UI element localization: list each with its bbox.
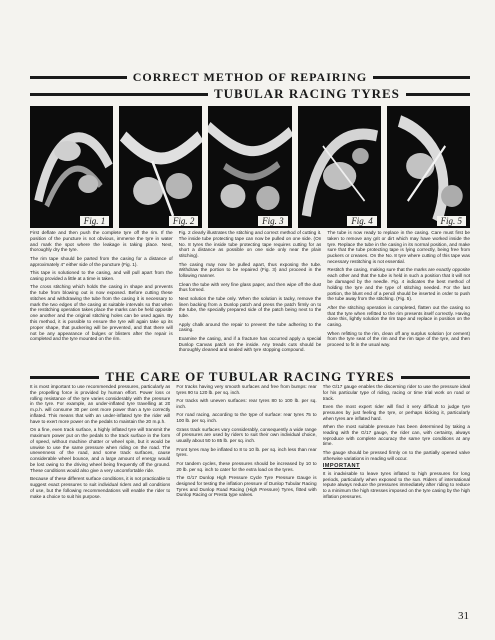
important-heading: IMPORTANT: [322, 462, 360, 469]
care-rule-right: [401, 376, 470, 379]
paragraph: When refitting to the rim, clean off any surplus solution (or cement) from the tyre seat of the rim and the rim tape of the tyre, and then proceed to fit in the usual way.: [327, 330, 471, 348]
paragraph: The gauge should be pressed firmly on to the partially opened valve otherwise variations in reading will occur.: [322, 449, 470, 461]
paragraph: On a fine, even track surface, a highly inflated tyre will transmit the maximum power put on the pedals to the track surface in the form of speed, without machine chatter or wheel spin, but it would be unwise to use the same pressure when riding on the road. The unevenness of the road, and some track surfaces, cause considerable wheel bounce, and a large amount of energy would be lost owing to the driving wheel being frequently off the ground. These conditions would also give a very uncomfortable ride.: [30, 427, 171, 473]
figure-2-illustration: [119, 106, 202, 228]
title-rule-left: [30, 76, 127, 79]
figure-3-illustration: [208, 106, 291, 228]
paragraph: Even the most expert rider will find it very difficult to judge tyre pressures by just feeling the tyre, or perhaps kicking it, particularly when tyres are inflated hard.: [322, 403, 470, 421]
care-rule-left: [30, 376, 99, 379]
sub-title: TUBULAR RACING TYRES: [214, 86, 400, 101]
care-column-1: [30, 384, 170, 608]
paragraph: Next solution the tube only. When the solution is tacky, remove the linen backing from a Dunlop patch and press the patch firmly on to the tube, the specially prepared side of the patch being next to the tube.: [178, 295, 322, 319]
care-text-columns: [30, 384, 470, 608]
important-paragraph: It is inadvisable to leave tyres inflated to high pressures for long periods, particularly when exposed to the sun. Riders of international repute always reduce the pressures immediately after riding to reduce to a minimum the high stresses imposed on the tyre casing by the high inflation pressures.: [322, 470, 470, 499]
main-title: CORRECT METHOD OF REPAIRING: [132, 70, 368, 84]
figure-strip: [30, 106, 470, 228]
repair-column-2: [179, 230, 322, 364]
figure-5: [387, 106, 470, 228]
paragraph: Front tyres may be inflated to 8 to 10 lb. per sq. inch less than rear tyres.: [176, 446, 317, 458]
paragraph: Grass track surfaces vary considerably, consequently a wide range of pressures are used by riders to suit their own individual choice, usually about 50 to 85 lb. per sq. inch.: [176, 426, 317, 444]
paragraph: The cross stitching which holds the casing in shape and prevents the tube from blowing out is now exposed. Before cutting these stitches and withdrawing the tube from the casing it is necessary to mark the two edges of the casing at suitable intervals so that when the restitching operation takes place the marks can be held opposite one another and the original stitching holes can be used again. By this method, it is possible to ensure the tyre will again take up its proper shape, that puckering will be prevented, and that there will not be any appearance of bulges or blisters after the repair is completed and the tyre mounted on the rim.: [30, 284, 173, 342]
paragraph: For road racing, according to the type of surface: rear tyres 75 to 100 lb. per sq. inch.: [176, 412, 317, 424]
care-title: THE CARE OF TUBULAR RACING TYRES: [105, 369, 395, 384]
figure-3: [208, 106, 291, 228]
figure-2: [119, 106, 202, 228]
paragraph: When the most suitable pressure has been determined by taking a reading with the G/17 gauge, the rider can, with certainty, always reproduce with complete accuracy the same tyre conditions at any time.: [322, 423, 470, 447]
figure-1-caption: Fig. 1: [80, 216, 110, 226]
paragraph: Clean the tube with very fine glass paper, and then wipe off the dust thus formed.: [178, 281, 322, 293]
paragraph: The tube is now ready to replace in the casing. Care must first be taken to remove any grit or dirt which may have worked inside the tyre. Replace the tube in the casing in its normal position, and make sure that the tube protecting tape is lying correctly, being free from puckers or creases. On the No. 8 tyre where cutting of this tape was necessary restitching is not essential.: [327, 230, 471, 264]
page-number: 31: [458, 610, 469, 622]
figure-5-illustration: [387, 106, 470, 228]
paragraph: For tandem cycles, these pressures should be increased by 10 to 20 lb. per sq. inch to cater for the extra load on the tyres.: [176, 460, 317, 472]
paragraph: Examine the casing, and if a fracture has occurred apply a special Dunlop Canvas patch on the inside. Any treads cuts should be thoroughly cleaned and sealed with tyre stopping compound.: [178, 335, 322, 353]
care-title-row: [30, 369, 470, 385]
paragraph: The casing may now be pulled apart, thus exposing the tube. Withdraw the portion to be repaired (Fig. 3) and proceed in the following manner.: [178, 261, 322, 279]
paragraph: First deflate and then push the complete tyre off the rim. If the position of the puncture is not obvious, immerse the tyre in water and mark the spot where the leakage is taking place. Next, thoroughly dry the tyre.: [30, 230, 173, 253]
paragraph: After the stitching operation is completed, flatten out the casing so that the tyre when refitted to the rim presents itself correctly. Having done this, lightly solution the rim tape and replace in position on the casing.: [327, 304, 471, 328]
figure-3-caption: Fig. 3: [258, 216, 288, 226]
paragraph: Restitch the casing, making sure that the marks are exactly opposite each other and that the tube is held in such a position that it will not be damaged by the needle. Fig. 4 indicates the best method of holding the tyre and the type of stitching needed. For the last portion, the blunt end of a pencil should be inserted in order to push the tube away from the stitching. (Fig. 5).: [327, 267, 471, 302]
paragraph: Because of these different surface conditions, it is not practicable to suggest exact pressures to suit individual riders and all conditions of use, but the following recommendations will enable the rider to make a choice to suit his purpose.: [30, 476, 171, 499]
main-title-row: [30, 70, 470, 85]
title-rule-right: [373, 76, 470, 79]
repair-column-3: [327, 230, 470, 364]
care-column-2: [176, 384, 316, 608]
paragraph: For tracks with uneven surfaces: rear tyres 80 to 100 lb. per sq. inch.: [176, 398, 317, 409]
sub-title-row: [30, 86, 470, 102]
subtitle-rule-left: [30, 93, 208, 96]
repair-column-1: [30, 230, 173, 364]
figure-2-caption: Fig. 2: [169, 216, 199, 226]
repair-text-columns: [30, 230, 470, 364]
paragraph: The rim tape should be parted from the casing for a distance of approximately 4" either side of the puncture (Fig. 1).: [30, 255, 173, 267]
paragraph: Apply chalk around the repair to prevent the tube adhering to the casing.: [178, 321, 322, 333]
figure-1: [30, 106, 113, 228]
paragraph: Fig. 2 clearly illustrates the stitching and correct method of cutting it. The inside tube protecting tape can now be pulled on one side. (On No. 8 tyres the inside tube protecting tape requires cutting for as short a distance as possible on one side only near the plain stitching).: [178, 230, 322, 259]
figure-4-illustration: [298, 106, 381, 228]
paragraph: The G/17 Dunlop High Pressure Cycle Tyre Pressure Gauge is designed for testing the inflation pressure of Dunlop Tubular Racing Tyres and Dunlop Road Racing (High Pressure) Tyres, fitted with Dunlop Racing or Presta type valves.: [176, 474, 317, 498]
figure-1-illustration: [30, 106, 113, 228]
paragraph: For tracks having very smooth surfaces and free from bumps: rear tyres 90 to 120 lb. per sq. inch.: [176, 384, 317, 395]
care-column-3: [323, 384, 470, 608]
paragraph: This tape is solutioned to the casing, and will pull apart from the casing provided a little at a time is taken.: [30, 269, 173, 281]
figure-5-caption: Fig. 5: [437, 216, 467, 226]
subtitle-rule-right: [406, 93, 470, 96]
figure-4-caption: Fig. 4: [347, 216, 377, 226]
paragraph: The G/17 gauge enables the discerning rider to use the pressure ideal for his particular type of riding, racing or time trial work on road or track.: [322, 384, 470, 401]
paragraph: It is most important to use recommended pressures, particularly as the propelling force is provided by human effort. Power loss or rolling resistance of the tyre varies considerably with the pressure in the tyre. For example, an under-inflated tyre travelling at 20 m.p.h. will consume 30 per cent more power than a tyre correctly inflated. This means that with an under-inflated tyre the rider will have to exert more power on the pedals to maintain the 20 m.p.h.: [30, 384, 171, 424]
figure-4: [298, 106, 381, 228]
